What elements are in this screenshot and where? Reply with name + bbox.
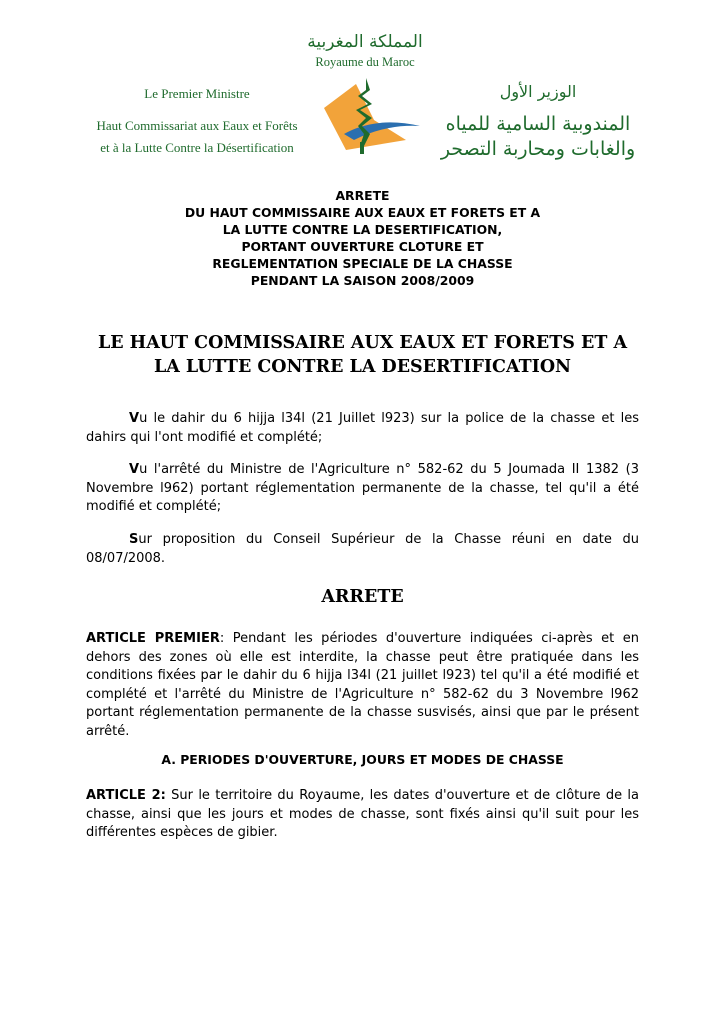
header-haut-commissariat: Haut Commissariat aux Eaux et Forêts [96,118,298,133]
title-line-3: LA LUTTE CONTRE LA DESERTIFICATION, [222,222,503,237]
header-lutte-desertification: et à la Lutte Contre la Désertification [100,140,294,155]
main-title-line-1: LE HAUT COMMISSAIRE AUX EAUX ET FORETS ET A [97,333,628,353]
visa-3-initial: S [129,532,139,547]
title-line-5: REGLEMENTATION SPECIALE DE LA CHASSE [212,256,513,271]
visa-2-initial: V [129,462,140,477]
article-2-label: ARTICLE 2: [86,788,166,803]
visa-1-text: u le dahir du 6 hijja l34l (21 Juillet l923) sur la police de la chasse et les dahirs qui l'ont modifié et complété; [86,411,639,445]
article-premier-text: : Pendant les périodes d'ouverture indiquées ci-après et en dehors des zones où elle est interdite, la chasse peut être pratiquée dans les conditions fixées par le dahir du 6 hijja l34l (21 juillet l923) tel qu'il a été modifié et complété et l'arrêté du Ministre de l'Agriculture n° 582-62 du 3 Novembre l962 portant réglementation permanente de la chasse susvisés, ainsi que par le présent arrêté. [86,631,639,739]
visa-2-text: u l'arrêté du Ministre de l'Agriculture n° 582-62 du 5 Joumada II 1382 (3 Novembre l962) portant réglementation permanente de la chasse, tel qu'il a été modifié et complété; [86,462,639,515]
title-line-1: ARRETE [335,188,390,203]
section-a-heading: A. PERIODES D'OUVERTURE, JOURS ET MODES DE CHASSE [161,752,564,767]
header-arabic-kingdom: المملكة المغربية [307,32,423,52]
arrete-heading: ARRETE [321,587,404,607]
article-premier-paragraph [86,630,639,742]
article-2-text: Sur le territoire du Royaume, les dates d'ouverture et de clôture de la chasse, ainsi que les jours et modes de chasse, sont fixés ainsi qu'il suit pour les différentes espèces de gibier. [86,788,640,841]
title-line-6: PENDANT LA SAISON 2008/2009 [250,273,475,288]
article-2-paragraph [86,787,639,843]
header-arabic-premier-ministre: الوزير الأول [499,82,577,101]
visa-paragraph-1 [86,410,639,447]
title-line-2: DU HAUT COMMISSAIRE AUX EAUX ET FORETS ET A [184,205,541,220]
main-title [80,331,645,379]
article-premier-label: ARTICLE PREMIER [86,631,220,646]
arrete-title-block [90,187,635,289]
header-arabic-line3: والغابات ومحاربة التصحر [440,138,636,160]
header-royaume: Royaume du Maroc [315,55,415,69]
title-line-4: PORTANT OUVERTURE CLOTURE ET [241,239,484,254]
visa-1-initial: V [129,411,140,426]
main-title-line-2: LA LUTTE CONTRE LA DESERTIFICATION [153,357,572,377]
visa-paragraph-3 [86,531,639,568]
header-arabic-line2: المندوبية السامية للمياه [445,113,631,135]
haut-commissariat-logo [316,76,424,158]
header-premier-ministre: Le Premier Ministre [144,86,250,101]
visa-3-text: ur proposition du Conseil Supérieur de la Chasse réuni en date du 08/07/2008. [86,532,639,566]
visa-paragraph-2 [86,461,639,517]
